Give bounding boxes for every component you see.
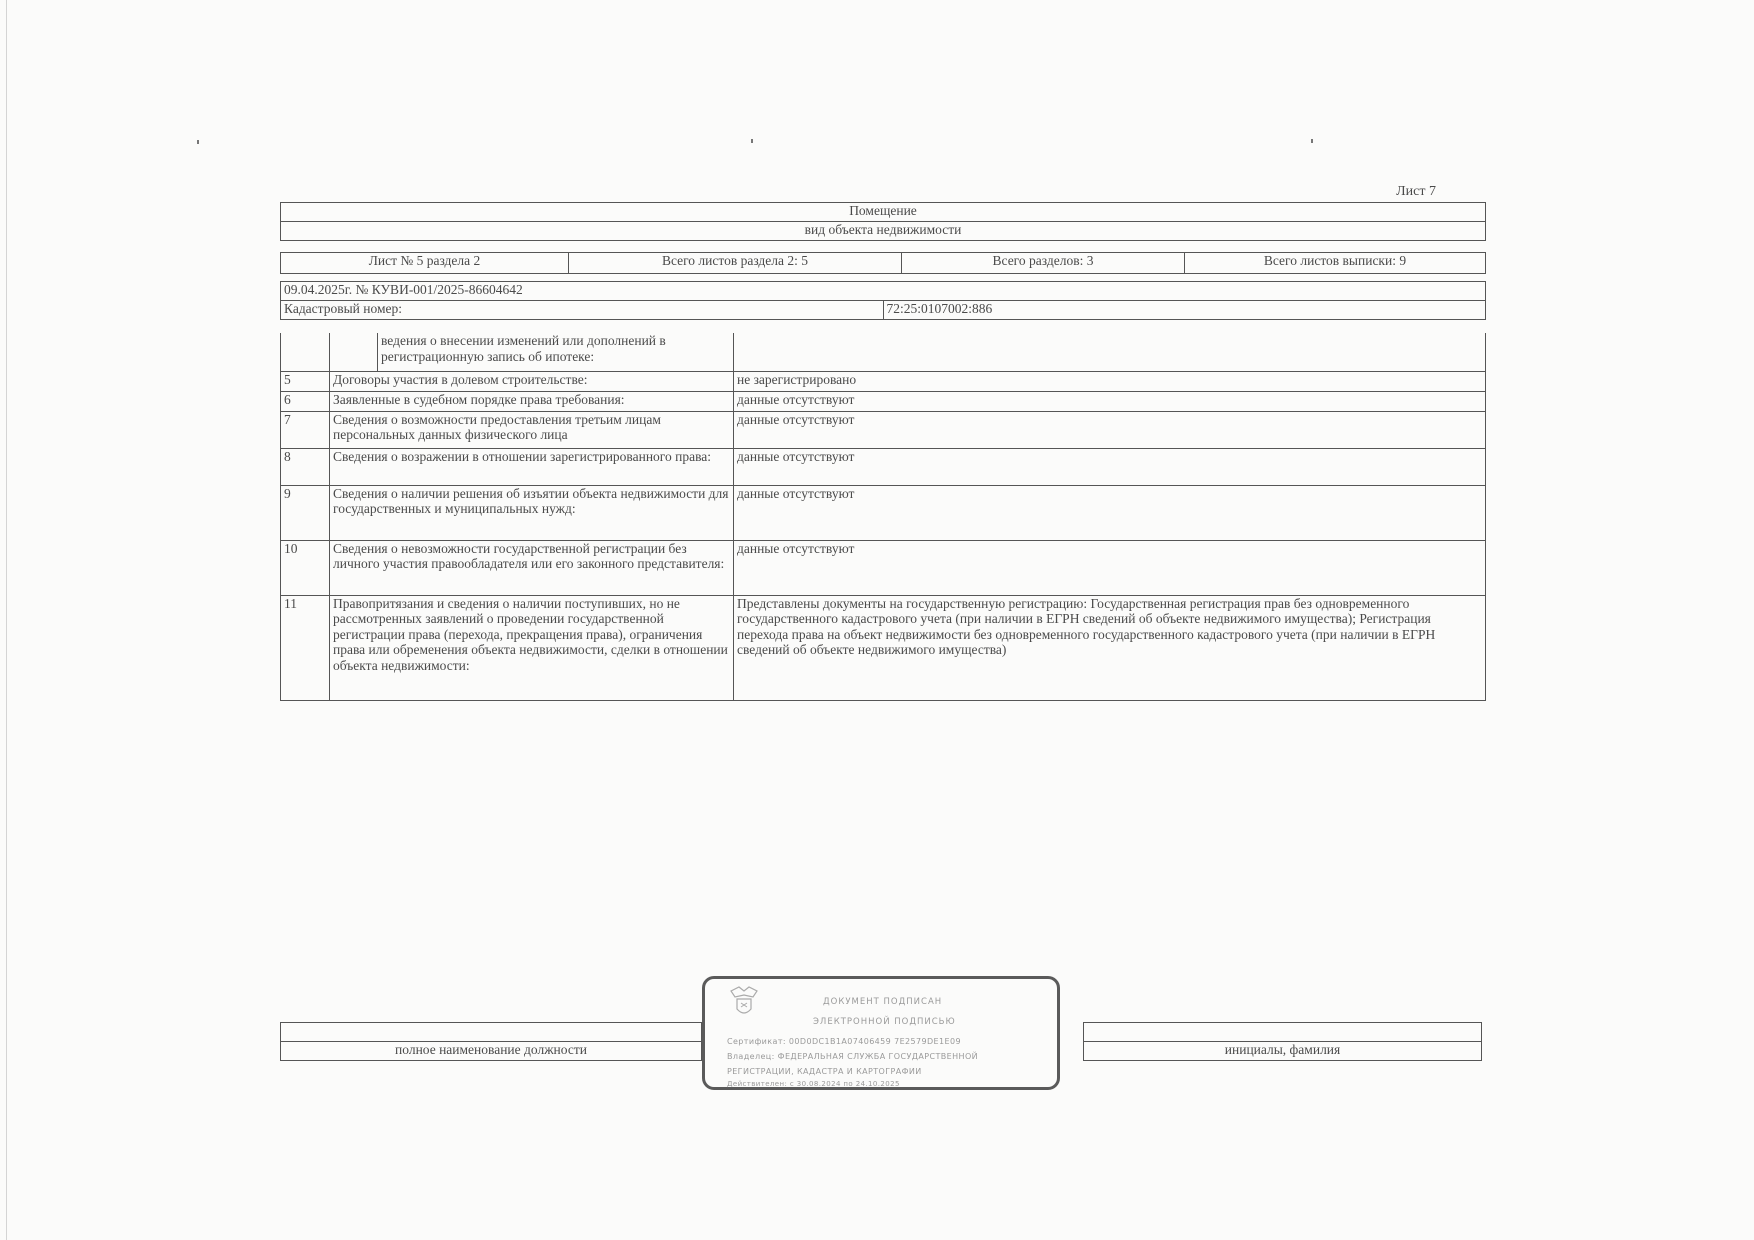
table-row: [281, 411, 1486, 448]
date-number: 09.04.2025г. № КУВИ-001/2025-86604642: [281, 282, 1486, 301]
row-value: данные отсутствуют: [734, 448, 1486, 485]
row-label: Сведения о наличии решения об изъятии объекта недвижимости для государственных и муниципальных нужд:: [330, 485, 734, 540]
table-row: [281, 485, 1486, 540]
stamp-title: ДОКУМЕНТ ПОДПИСАН: [823, 997, 943, 1007]
stamp-owner: Владелец: ФЕДЕРАЛЬНАЯ СЛУЖБА ГОСУДАРСТВЕННОЙ: [727, 1052, 979, 1061]
scan-mark: [751, 139, 753, 143]
scan-mark: [197, 140, 199, 144]
signature-position-table: [280, 1022, 702, 1061]
total-sections: Всего разделов: 3: [902, 253, 1185, 274]
cadastral-value: 72:25:0107002:886: [883, 301, 1486, 320]
table-row: [281, 333, 1486, 371]
sheet-info-table: [280, 252, 1486, 274]
stamp-owner-cont: РЕГИСТРАЦИИ, КАДАСТРА И КАРТОГРАФИИ: [727, 1067, 922, 1076]
name-caption: инициалы, фамилия: [1084, 1042, 1482, 1061]
stamp-certificate: Сертификат: 00D0DC1B1A07406459 7E2579DE1E09: [727, 1037, 961, 1046]
scan-edge: [6, 0, 7, 1240]
sheet-number: Лист № 5 раздела 2: [281, 253, 569, 274]
stamp-validity: Действителен: с 30.08.2024 по 24.10.2025: [727, 1080, 900, 1088]
row-label: Сведения о невозможности государственной регистрации без личного участия правообладателя или его законного представителя:: [330, 540, 734, 595]
cadastral-label: Кадастровый номер:: [281, 301, 884, 320]
row-number: 10: [281, 540, 330, 595]
signature-name-table: [1083, 1022, 1482, 1061]
total-section-sheets: Всего листов раздела 2: 5: [569, 253, 902, 274]
row-label: Сведения о возможности предоставления третьим лицам персональных данных физического лица: [330, 411, 734, 448]
object-type-table: [280, 202, 1486, 241]
row-label: Правопритязания и сведения о наличии поступивших, но не рассмотренных заявлений о проведении государственной регистрации права (перехода, прекращения права), ограничения права или обременения объекта недвижимости, сделки в отношении объекта недвижимости:: [330, 595, 734, 700]
row-label: Сведения о возражении в отношении зарегистрированного права:: [330, 448, 734, 485]
row-label: Заявленные в судебном порядке права требования:: [330, 391, 734, 411]
row-value: Представлены документы на государственную регистрацию: Государственная регистрация прав без одновременного государственного кадастрового учета (при наличии в ЕГРН сведений об объекте недвижимого имущества); Регистрация перехода права на объект недвижимости без одновременного государственного кадастрового учета (при наличии в ЕГРН сведений об объекте недвижимого имущества): [734, 595, 1486, 700]
extract-header-table: [280, 281, 1486, 320]
object-type: Помещение: [281, 203, 1486, 222]
object-type-caption: вид объекта недвижимости: [281, 222, 1486, 241]
coat-of-arms-icon: [727, 985, 761, 1021]
row-label: Договоры участия в долевом строительстве:: [330, 371, 734, 391]
page-number: Лист 7: [1396, 184, 1436, 199]
e-signature-stamp: [702, 976, 1060, 1090]
row-number: 8: [281, 448, 330, 485]
row-number: 9: [281, 485, 330, 540]
row-number: 5: [281, 371, 330, 391]
scan-mark: [1311, 139, 1313, 143]
row-value: данные отсутствуют: [734, 540, 1486, 595]
row-number: 7: [281, 411, 330, 448]
table-row: [281, 371, 1486, 391]
row-number: 11: [281, 595, 330, 700]
stamp-subtitle: ЭЛЕКТРОННОЙ ПОДПИСЬЮ: [813, 1017, 956, 1027]
row-value: данные отсутствуют: [734, 411, 1486, 448]
table-row: [281, 448, 1486, 485]
row-label: ведения о внесении изменений или дополнений в регистрационную запись об ипотеке:: [378, 333, 734, 371]
position-caption: полное наименование должности: [281, 1042, 702, 1061]
table-row: [281, 391, 1486, 411]
row-number: 6: [281, 391, 330, 411]
row-value: данные отсутствуют: [734, 485, 1486, 540]
table-row: [281, 540, 1486, 595]
row-value: не зарегистрировано: [734, 371, 1486, 391]
table-row: [281, 595, 1486, 700]
rights-table: [280, 333, 1486, 701]
total-extract-sheets: Всего листов выписки: 9: [1185, 253, 1486, 274]
row-value: данные отсутствуют: [734, 391, 1486, 411]
